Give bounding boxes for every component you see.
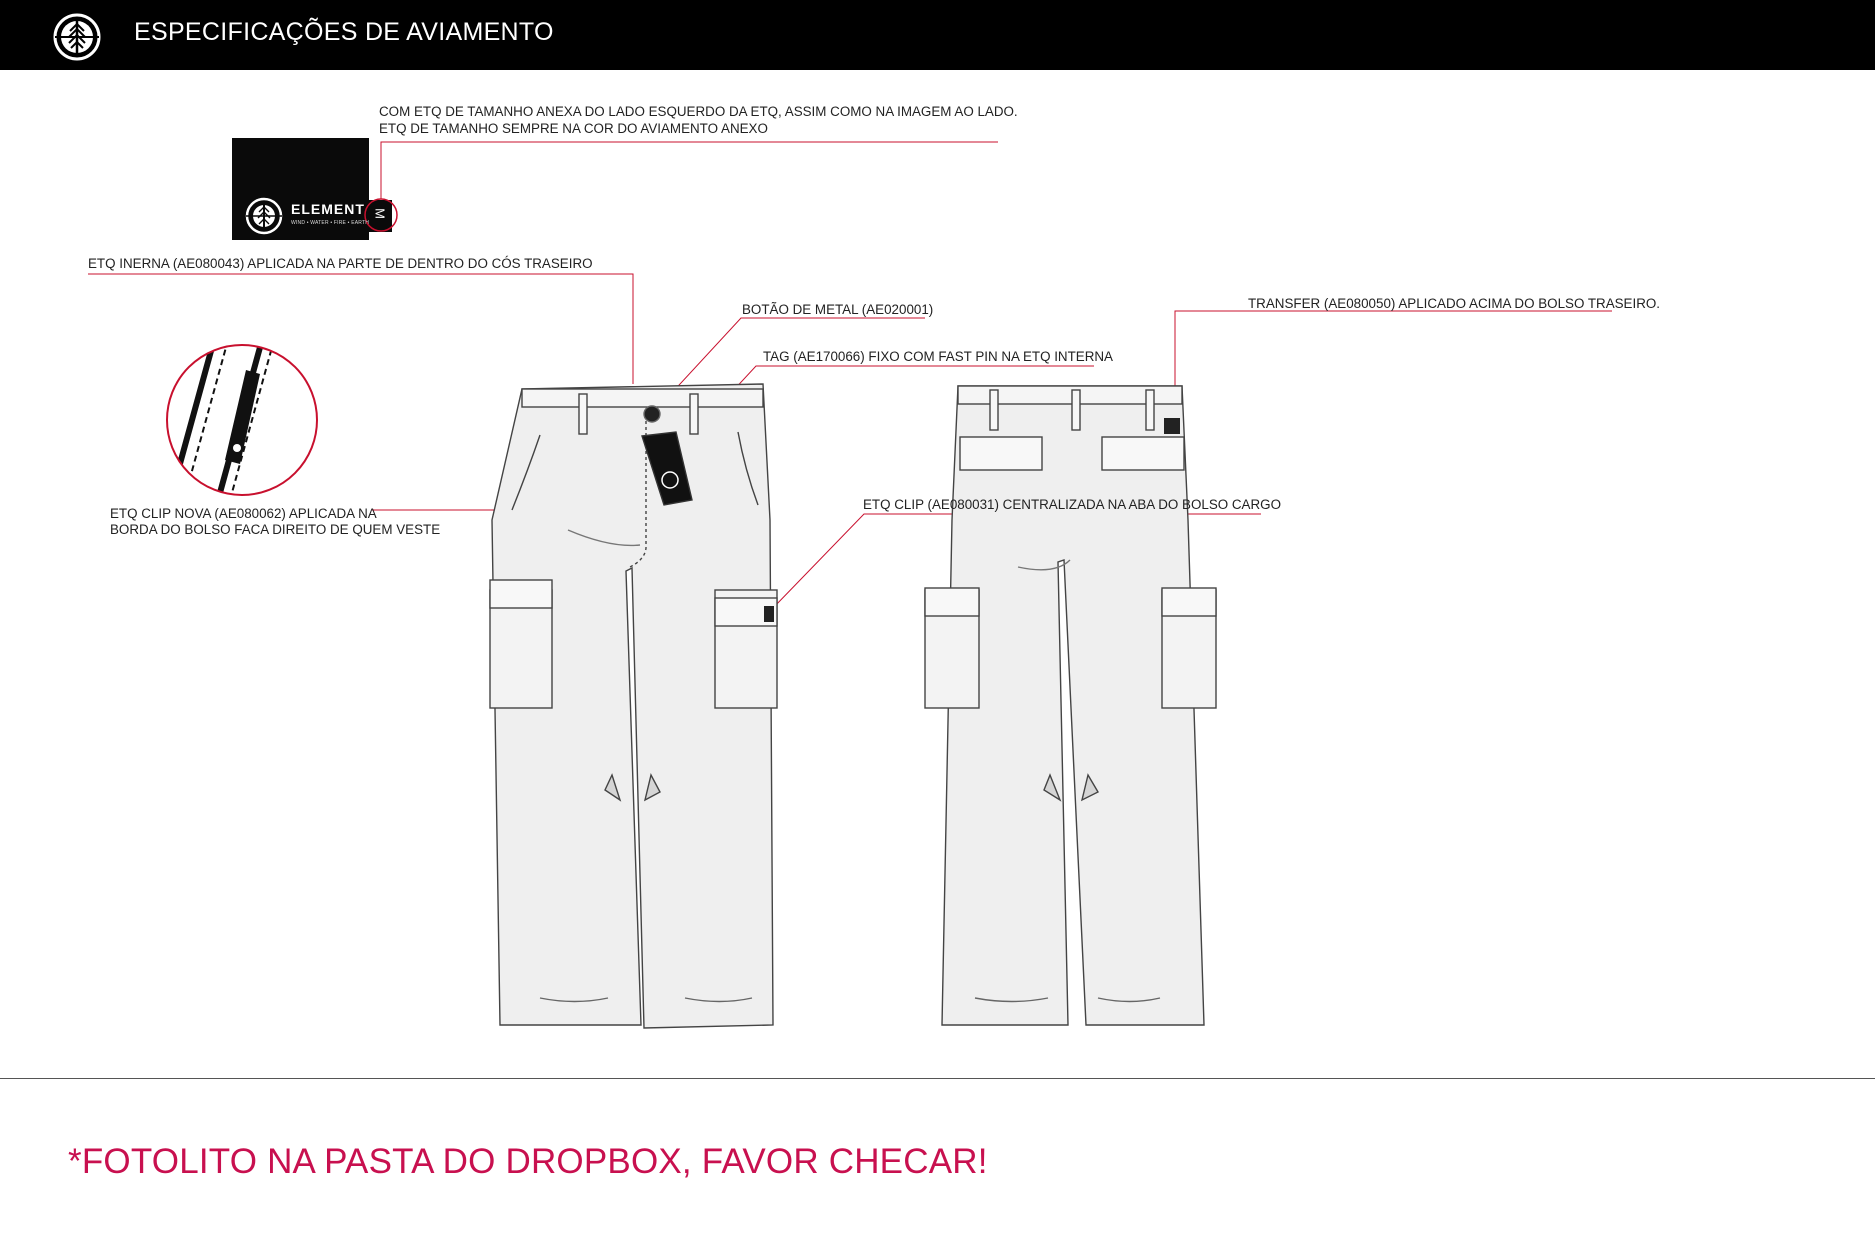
size-label-brand: ELEMENT <box>291 201 365 217</box>
pants-back-view <box>925 386 1216 1025</box>
callout-size-label-line2: ETQ DE TAMANHO SEMPRE NA COR DO AVIAMENTO ANEXO <box>379 121 768 136</box>
leader-inner-label <box>88 274 633 384</box>
callout-size-label-line1: COM ETQ DE TAMANHO ANEXA DO LADO ESQUERDO DA ETQ, ASSIM COMO NA IMAGEM AO LADO. <box>379 104 1018 119</box>
pants-front-view <box>490 384 777 1028</box>
callout-clip-cargo: ETQ CLIP (AE080031) CENTRALIZADA NA ABA DO BOLSO CARGO <box>863 497 1281 512</box>
leader-transfer <box>1175 311 1612 397</box>
callout-inner-label: ETQ INERNA (AE080043) APLICADA NA PARTE DE DENTRO DO CÓS TRASEIRO <box>88 256 593 271</box>
footer-divider <box>0 1078 1875 1079</box>
page-title: ESPECIFICAÇÕES DE AVIAMENTO <box>134 18 554 46</box>
size-label-size: M <box>372 208 388 219</box>
clip-detail-zoom <box>160 340 330 510</box>
callout-transfer: TRANSFER (AE080050) APLICADO ACIMA DO BOLSO TRASEIRO. <box>1248 296 1661 311</box>
callout-clip-new-line2: BORDA DO BOLSO FACA DIREITO DE QUEM VESTE <box>110 522 441 537</box>
footer-note: *FOTOLITO NA PASTA DO DROPBOX, FAVOR CHECAR! <box>68 1142 988 1181</box>
callout-metal-button: BOTÃO DE METAL (AE020001) <box>742 302 934 317</box>
callout-clip-new-line1: ETQ CLIP NOVA (AE080062) APLICADA NA <box>110 506 377 521</box>
leader-size-label <box>381 142 998 199</box>
size-label-tagline: WIND • WATER • FIRE • EARTH <box>291 220 370 226</box>
callout-hang-tag: TAG (AE170066) FIXO COM FAST PIN NA ETQ INTERNA <box>763 349 1113 364</box>
